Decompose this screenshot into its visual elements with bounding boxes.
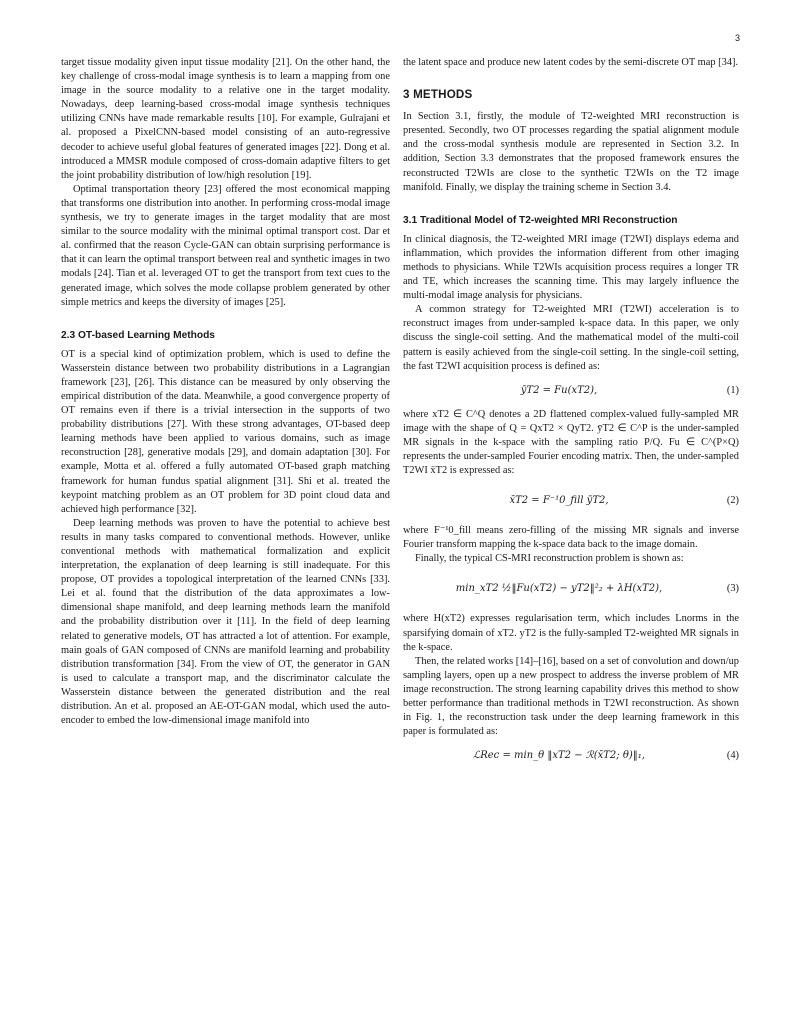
paragraph: where F⁻¹0_fill means zero-filling of the missing MR signals and inverse Fourier transform mapping the k-space data back to the image domain. xyxy=(403,525,739,551)
equation-number: (1) xyxy=(726,384,739,396)
page-number: 3 xyxy=(734,33,740,43)
equation-number: (3) xyxy=(726,583,739,595)
right-column xyxy=(403,56,739,773)
equation-number: (2) xyxy=(726,495,739,507)
paragraph: In clinical diagnosis, the T2-weighted MRI image (T2WI) displays edema and inflammation, which provides the information different from other imaging methods to physicians. While T2WIs acquisition process requires a longer TR and TE, which increases the scanning time. This may largely influence the multi-modal image analysis for physicians. xyxy=(403,233,739,302)
paragraph: Finally, the typical CS-MRI reconstruction problem is shown as: xyxy=(415,553,684,565)
paragraph: target tissue modality given input tissue modality [21]. On the other hand, the key challenge of cross-modal image synthesis is to learn a mapping from one image in the source modality to a relative one in the target modality. Nowadays, deep learning-based cross-modal image synthesis techniques utilizing CNNs have made remarkable results [10]. For example, Gulrajani et al. proposed a PixelCNN-based model consisting of an auto-regressive decoder to achieve useful global features of generated images [22]. Dong et al. introduced a MMSR module composed of cross-domain adaptive filters to get the joint probability distribution of low/high resolution [19]. xyxy=(61,57,390,181)
paragraph: A common strategy for T2-weighted MRI (T2WI) acceleration is to reconstruct images from under-sampled k-space data. In this paper, we only discuss the single-coil setting. And the mathematical model of the multi-coil pattern is easily achieved from the single-coil setting. In the single-coil setting, the fast T2WI acquisition process is defined as: xyxy=(403,304,739,372)
paragraph: In Section 3.1, firstly, the module of T2-weighted MRI reconstruction is presented. Secondly, two OT processes regarding the spatial alignment module and the cross-modal synthesis module are represented in Section 3.2. In addition, Section 3.3 demonstrates that the proposed framework ensures the reconstructed T2WIs are close to the synthetic T2WIs on the T2 image manifold. Finally, we display the training scheme in Section 3.4. xyxy=(403,111,739,193)
equation-body: ȳT2 = Fu(xT2), xyxy=(520,384,598,396)
paragraph: Then, the related works [14]–[16], based on a set of convolution and down/up sampling layers, open up a new prospect to address the inverse problem of MR image reconstruction. The strong learning capability drives this method to show better performance than traditional methods in T2WI reconstruction. As shown in Fig. 1, the reconstruction task under the deep learning framework in this paper is formulated as: xyxy=(403,655,739,738)
equation-3 xyxy=(403,572,739,606)
paragraph: the latent space and produce new latent codes by the semi-discrete OT map [34]. xyxy=(403,57,739,68)
section-heading-2-3: 2.3 OT-based Learning Methods xyxy=(61,329,215,341)
section-heading-3: 3 METHODS xyxy=(403,88,473,102)
equation-number: (4) xyxy=(726,750,739,762)
equation-1 xyxy=(403,380,739,402)
paragraph: Deep learning methods was proven to have the potential to achieve best results in many tasks compared to conventional methods. However, unlike conventional methods with mathematical formalization and explicit interpretation, the explanation of deep learning is still inadequate. For this propose, OT provides a topological interpretation of the learned CNNs [33]. Lei et al. found that the distribution of the data approximates a low-dimensional shape manifold, and deep learning methods learn the manifold and the probability distribution over it [11]. In the field of deep learning related to generative models, OT has attracted a lot of attention. For example, main goals of GAN composed of CNNs are manifold learning and probability distribution transformation [34]. From the view of OT, the generator in GAN is used to calculate a transport map, and the discriminator calculate the Wasserstein distance between the generated distribution and the real distribution. An et al. proposed an AE-OT-GAN modal, which used the auto-encoder to embed the low-dimensional image manifold into xyxy=(61,517,390,727)
paragraph: Optimal transportation theory [23] offered the most economical mapping that transforms one distribution into another. In performing cross-modal image synthesis, we try to generate images in the target modality that are most similar to the source modality with the minimal optimal transport cost. Dar et al. confirmed that the reason Cycle-GAN can obtain surprising performance is that it can learn the optimal transport between real and synthetic images in two modals [24]. Tian et al. leveraged OT to get the transport from text cues to the generated image, which solves the mode collapse problem generated by other simple metrics and keeps the diversity of images [25]. xyxy=(61,183,390,308)
equation-2 xyxy=(403,484,739,518)
equation-body: min_xT2 ½‖Fu(xT2) − yT2‖²₂ + λH(xT2), xyxy=(455,583,663,595)
equation-body: ℒRec = min_θ ‖xT2 − ℛ(x̄T2; θ)‖₁, xyxy=(473,750,645,762)
section-heading-3-1: 3.1 Traditional Model of T2-weighted MRI Reconstruction xyxy=(403,214,678,226)
paragraph: where xT2 ∈ C^Q denotes a 2D flattened complex-valued fully-sampled MR image with the shape of Q = QxT2 × QyT2. ȳT2 ∈ C^P is the under-sampled MR signals in the k-space with the sampling ratio P/Q. Fu ∈ C^(P×Q) represents the under-sampled Fourier encoding matrix. Then, the under-sampled T2WI x̄T2 is expressed as: xyxy=(403,408,739,477)
equation-body: x̄T2 = F⁻¹0_fill ȳT2, xyxy=(509,495,609,507)
equation-4 xyxy=(403,745,739,767)
paragraph: where H(xT2) expresses regularisation term, which includes Lnorms in the sparsifying domain of xT2. yT2 is the fully-sampled T2-weighted MR signals in the k-space. xyxy=(403,613,739,653)
left-column xyxy=(61,56,390,728)
paragraph: OT is a special kind of optimization problem, which is used to define the Wasserstein distance between two probability distributions in a Lagrangian framework [23], [26]. This distance can be measured by only observing the empirical distribution of the data. Meanwhile, a good convergence property of OT remains even if there is a trivial intersection in the supports of two probability distributions [27]. With these strong advantages, OT-based deep learning methods have been applied to various domains, such as image reconstruction [28], generative modals [29], and domain adaptation [30]. For example, Motta et al. offered a fully automated OT-based graph matching framework for human fundus spatial alignment [31]. Shi et al. treated the keypoint matching problem as an OT problem for 3D point cloud data and achieved high performance [32]. xyxy=(61,348,390,515)
